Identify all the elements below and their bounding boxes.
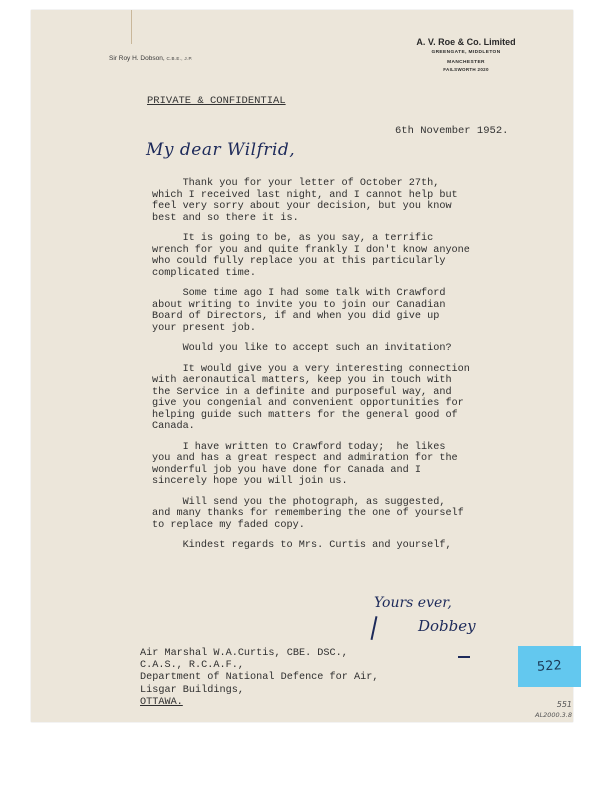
body-paragraph: Will send you the photograph, as suggested, and many thanks for remembering the one of yourself to replace my faded copy.	[152, 496, 464, 531]
salutation: My dear Wilfrid,	[146, 140, 296, 160]
accession-code: AL2000.3.8	[535, 711, 573, 719]
paper-crease	[131, 10, 132, 44]
signature: Dobbey	[418, 617, 476, 635]
company-name: A. V. Roe & Co. Limited	[416, 37, 516, 47]
company-address-line1: GREENGATE, MIDDLETON	[431, 50, 501, 55]
closing: Yours ever,	[374, 595, 452, 611]
recipient-line: Lisgar Buildings,	[140, 684, 244, 696]
letterhead-company	[402, 37, 530, 72]
sender-name: Sir Roy H. Dobson	[109, 55, 163, 62]
body-paragraph: I have written to Crawford today; he likes you and has a great respect and admiration for the wonderful job you have done for Canada and I sincerely hope you will join us.	[152, 441, 458, 487]
recipient-address	[140, 648, 378, 709]
body-paragraph: Some time ago I had some talk with Crawford about writing to invite you to join our Canadian Board of Directors, if and when you did give up your present job.	[152, 288, 446, 334]
signature-underline	[458, 656, 470, 658]
recipient-line: C.A.S., R.C.A.F.,	[140, 660, 244, 672]
letter-body	[152, 178, 532, 561]
letterhead-sender: Sir Roy H. Dobson, C.B.E., J.P.	[109, 55, 193, 62]
sender-honours: C.B.E., J.P.	[166, 56, 193, 61]
body-paragraph: It would give you a very interesting connection with aeronautical matters, keep you in touch with the Service in a definite and purposeful way, and give you congenial and convenient opportunities for helping guide such matters for the general good of Canada.	[152, 363, 470, 432]
recipient-line: OTTAWA.	[140, 696, 183, 708]
company-address-line2: MANCHESTER	[447, 59, 485, 65]
body-paragraph: It is going to be, as you say, a terrific wrench for you and quite frankly I don't know anyone who could fully replace you at this particularly complicated time.	[152, 233, 470, 279]
archive-sticker	[518, 646, 581, 687]
company-telephone: FAILSWORTH 2020	[443, 67, 489, 72]
recipient-line: Air Marshal W.A.Curtis, CBE. DSC.,	[140, 648, 348, 659]
catalog-number: 551	[556, 700, 573, 709]
body-paragraph: Kindest regards to Mrs. Curtis and yourself,	[152, 540, 452, 551]
accession-marking	[535, 700, 572, 720]
body-paragraph: Thank you for your letter of October 27th, which I received last night, and I cannot help but feel very sorry about your decision, but you know best and so there it is.	[152, 178, 458, 224]
handwritten-signoff	[374, 595, 476, 635]
confidential-heading: PRIVATE & CONFIDENTIAL	[147, 95, 286, 107]
letter-date: 6th November 1952.	[395, 125, 509, 137]
recipient-line: Department of National Defence for Air,	[140, 672, 379, 684]
body-paragraph: Would you like to accept such an invitation?	[152, 343, 452, 354]
sticker-number: 522	[536, 658, 563, 675]
